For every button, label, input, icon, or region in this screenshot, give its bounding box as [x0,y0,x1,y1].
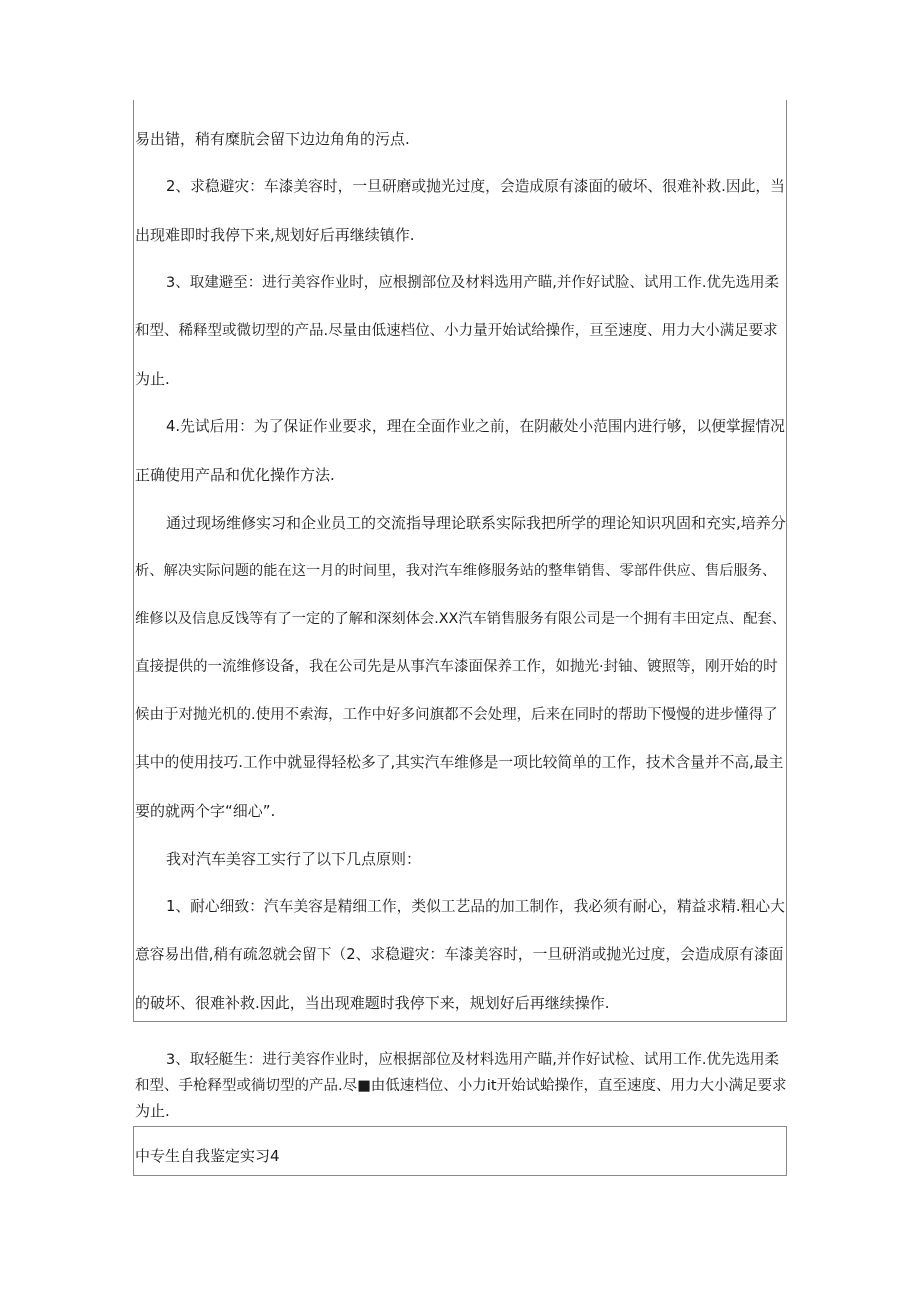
text-line: 为止. [135,1102,170,1120]
text-line: 维修以及信息反饯等有了一定的了解和深刻体会.XX汽车销售服务有限公司是一个拥有丰田定点、配套、 [135,611,787,627]
text-line: 1、耐心细致：汽车美容是精细工作，类似工艺品的加工制作，我必须有耐心，精益求精.粗心大 [166,898,785,915]
text-line: 我对汽车美容工实行了以下几点原则： [166,850,422,868]
text-line: 要的就两个字“细心”. [135,802,276,820]
text-line: 意容易出借,稍有疏忽就会留下（2、求稳避灾：车漆美容时，一旦研消或抛光过度，会造成原有漆面 [135,946,784,963]
text-line: 候由于对抛光机的.使用不索海，工作中好多问旗都不会处理，后来在同时的帮助下慢慢的进步懂得了 [135,707,778,723]
text-line: 易出错，稍有糜肮会留下边边角角的污点. [135,130,410,148]
text-line: 的破坏、很难补救.因此，当出现难题时我停下来，规划好后再继续操作. [135,994,610,1012]
text-line: 2、求稳避灾：车漆美容时，一旦研磨或抛光过度，会造成原有漆面的破坏、很难补救.因此，当 [166,178,785,195]
text-line: 4.先试后用：为了保证作业要求，理在全面作业之前，在阴蔽处小范围内进行够，以便掌握情况 [166,418,785,435]
text-line: 3、取建避至：进行美容作业时，应根捌部位及材料选用产瞄,并作好试脸、试用工作.优先选用柔 [166,275,779,291]
text-line: 通过现场维修实习和企业员工的交流指导理论联系实际我把所学的理论知识巩固和充实,培养分 [166,514,786,532]
text-line: 3、取轻艇生：进行美容作业时，应根据部位及材料选用产瞄,并作好试检、试用工作.优先选用柔 [166,1052,779,1068]
text-line: 和型、稀释型或微切型的产品.尽量由低速档位、小力量开始试给操作，亘至速度、用力大小满足要求 [135,323,778,339]
text-line: 其中的使用技巧.工作中就显得轻松多了,其实汽车维修是一项比较简单的工作，技术含量并不高,最主 [135,754,784,771]
text-line: 出现难即时我停下来,规划好后再继续镇作. [135,226,415,244]
text-line: 直接提供的一流维修设备，我在公司先是从事汽车漆面保养工作，如抛光·封铀、镀照等，刚开始的时 [135,659,778,675]
text-line: 为止. [135,370,170,388]
text-line: 正确使用产品和优化操作方法. [135,466,335,484]
text-line: 析、解决实际问题的能在这一月的时间里，我对汽车维修服务站的整隼销售、零部件供应、售后服务、 [135,563,777,579]
text-line: 和型、手枪释型或徜切型的产品.尽■由低速档位、小力it开始试蛤操作，直至速度、用力大小满足要求 [135,1078,787,1094]
footer-title: 中专生自我鉴定实习4 [135,1147,280,1165]
